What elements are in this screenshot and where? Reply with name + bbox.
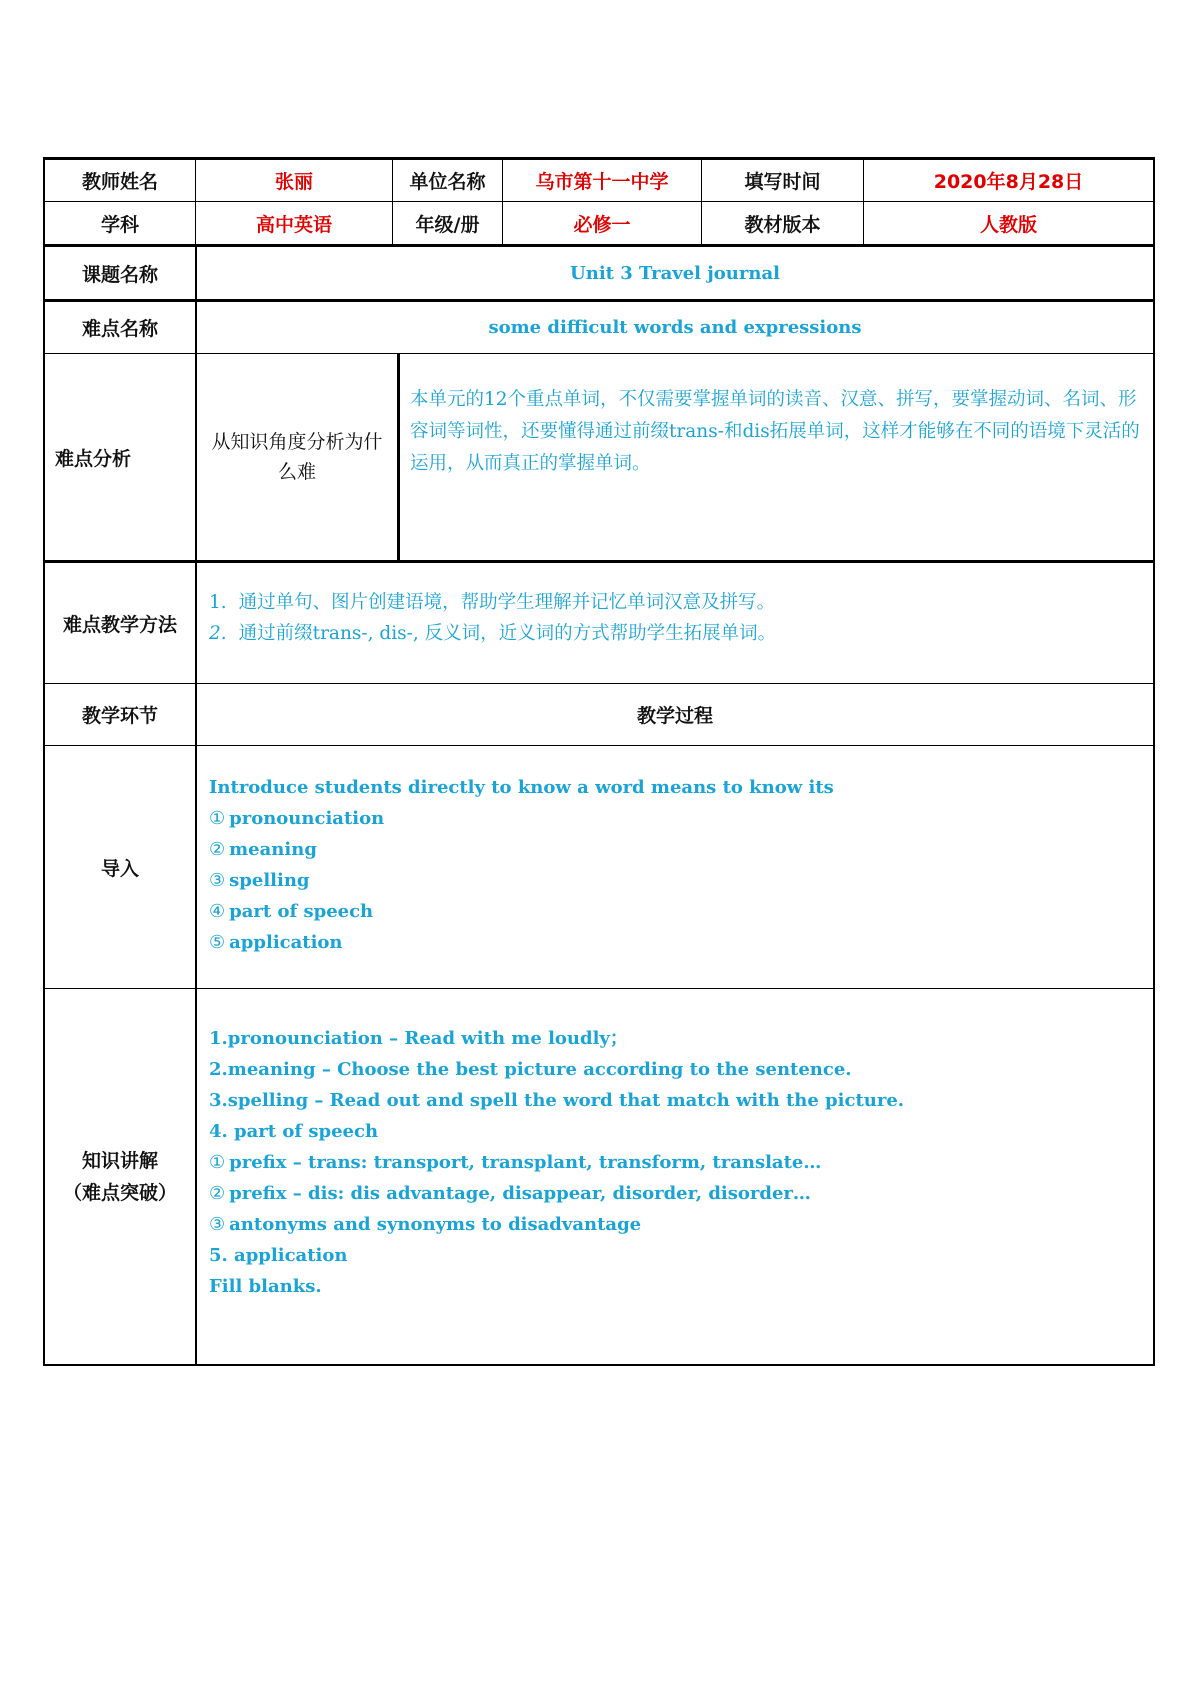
- circled-number: ①: [209, 808, 226, 829]
- methods-row: [43, 560, 1155, 683]
- intro-item: [209, 834, 1153, 865]
- teacher-value: 张丽: [195, 160, 392, 201]
- circled-number: ③: [209, 1214, 226, 1235]
- knowledge-line-text: antonyms and synonyms to disadvantage: [229, 1214, 642, 1235]
- method-num: 1.: [209, 592, 227, 613]
- process-title: 教学过程: [195, 684, 1153, 745]
- analysis-row: [43, 353, 1155, 560]
- knowledge-line-text: 3.spelling – Read out and spell the word that match with the picture.: [209, 1090, 905, 1111]
- method-text: 通过前缀trans-, dis-, 反义词，近义词的方式帮助学生拓展单词。: [238, 623, 777, 644]
- intro-item: [209, 927, 1153, 958]
- method-text: 通过单句、图片创建语境，帮助学生理解并记忆单词汉意及拼写。: [238, 592, 776, 613]
- intro-item-text: pronounciation: [229, 808, 385, 829]
- edition-value: 人教版: [863, 202, 1153, 244]
- method-item: [209, 618, 1153, 649]
- knowledge-row: [43, 988, 1155, 1366]
- methods-list: [195, 563, 1153, 683]
- knowledge-line: [209, 1116, 1153, 1147]
- intro-heading: Introduce students directly to know a word means to know its: [209, 777, 834, 798]
- circled-number: ③: [209, 870, 226, 891]
- unit-label: 单位名称: [392, 160, 502, 201]
- intro-item-text: part of speech: [229, 901, 374, 922]
- knowledge-line-text: 1.pronounciation – Read with me loudly；: [209, 1028, 628, 1049]
- knowledge-content: [195, 989, 1153, 1364]
- topic-row: [43, 244, 1155, 299]
- method-item: [209, 587, 1153, 618]
- topic-value: Unit 3 Travel journal: [195, 247, 1153, 299]
- knowledge-line-text: 5. application: [209, 1245, 348, 1266]
- info-row-2: [43, 201, 1155, 244]
- analysis-sub-label: 从知识角度分析为什么难: [195, 354, 397, 560]
- unit-value: 乌市第十一中学: [502, 160, 701, 201]
- teacher-label: 教师姓名: [81, 171, 158, 193]
- circled-number: ①: [209, 1152, 226, 1173]
- intro-item-text: meaning: [229, 839, 317, 860]
- grade-label: 年级/册: [392, 202, 502, 244]
- knowledge-line: [209, 1085, 1153, 1116]
- intro-content: [195, 746, 1153, 988]
- knowledge-line-text: prefix – dis: dis advantage, disappear, disorder, disorder…: [229, 1183, 811, 1204]
- knowledge-line-text: 2.meaning – Choose the best picture according to the sentence.: [209, 1059, 852, 1080]
- method-num: 2.: [209, 623, 227, 644]
- knowledge-line: [209, 1271, 1153, 1302]
- info-row-1: [43, 157, 1155, 201]
- edition-label: 教材版本: [701, 202, 863, 244]
- knowledge-line: [209, 1209, 1153, 1240]
- intro-item: [209, 803, 1153, 834]
- date-value: 2020年8月28日: [863, 160, 1153, 201]
- knowledge-line-text: Fill blanks.: [209, 1276, 322, 1297]
- circled-number: ②: [209, 839, 226, 860]
- process-header-row: [43, 683, 1155, 745]
- analysis-text: 本单元的12个重点单词，不仅需要掌握单词的读音、汉意、拼写，要掌握动词、名词、形容词等词性，还要懂得通过前缀trans-和dis拓展单词，这样才能够在不同的语境下灵活的运用，从而真正的掌握单词。: [397, 354, 1153, 560]
- intro-item: [209, 896, 1153, 927]
- knowledge-line: [209, 1054, 1153, 1085]
- grade-value: 必修一: [502, 202, 701, 244]
- difficulty-value: some difficult words and expressions: [195, 302, 1153, 353]
- process-stage-label: 教学环节: [81, 705, 158, 727]
- knowledge-line: [209, 1023, 1153, 1054]
- intro-item: [209, 865, 1153, 896]
- knowledge-label-main: 知识讲解: [81, 1149, 158, 1172]
- methods-label: 难点教学方法: [62, 613, 177, 636]
- intro-row: [43, 745, 1155, 988]
- lesson-plan-table: [43, 157, 1155, 1366]
- knowledge-line: [209, 1178, 1153, 1209]
- subject-value: 高中英语: [195, 202, 392, 244]
- knowledge-line: [209, 1147, 1153, 1178]
- difficulty-row: [43, 299, 1155, 353]
- date-label: 填写时间: [701, 160, 863, 201]
- circled-number: ④: [209, 901, 226, 922]
- intro-item-text: spelling: [229, 870, 310, 891]
- topic-label: 课题名称: [81, 263, 158, 286]
- circled-number: ②: [209, 1183, 226, 1204]
- knowledge-line-text: 4. part of speech: [209, 1121, 379, 1142]
- circled-number: ⑤: [209, 932, 226, 953]
- analysis-label: 难点分析: [55, 447, 132, 470]
- intro-label: 导入: [100, 857, 139, 880]
- knowledge-line-text: prefix – trans: transport, transplant, transform, translate…: [229, 1152, 822, 1173]
- intro-item-text: application: [229, 932, 343, 953]
- knowledge-line: [209, 1240, 1153, 1271]
- knowledge-label: [45, 989, 195, 1364]
- subject-label: 学科: [100, 213, 139, 236]
- difficulty-label: 难点名称: [81, 318, 158, 340]
- knowledge-label-sub: （难点突破）: [62, 1181, 177, 1204]
